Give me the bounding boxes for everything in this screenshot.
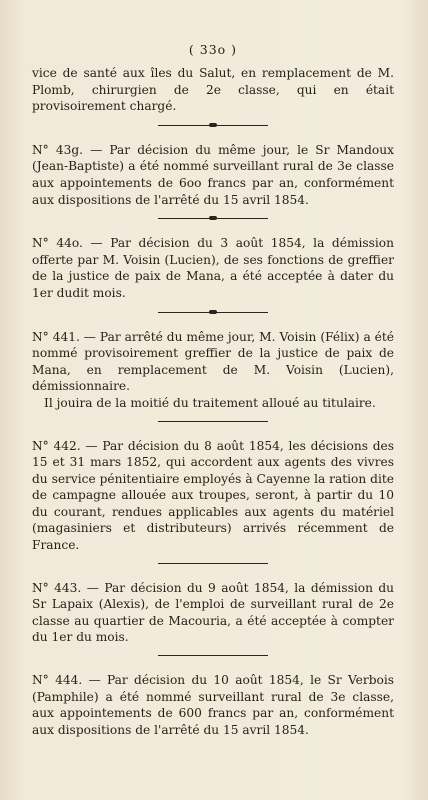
section-divider [158,655,268,656]
entry-439: N° 43g. — Par décision du même jour, le Sr Mandoux (Jean-Baptiste) a été nommé surveillant rural de 3e classe aux appointements de 6oo francs par an, conformément aux dispositions de l'arrêté du 15 avril 1854. [32,142,394,207]
section-divider [158,312,268,313]
carryover-paragraph: vice de santé aux îles du Salut, en remplacement de M. Plomb, chirurgien de 2e classe, qui en était provisoirement chargé. [32,66,394,114]
section-divider [158,218,268,219]
entry-440: N° 44o. — Par décision du 3 août 1854, la démission offerte par M. Voisin (Lucien), de ses fonctions de greffier de la justice de paix de Mana, a été acceptée à dater du 1er dudit mois. [32,236,394,300]
page-number: ( 33o ) [188,42,238,57]
entry-441-note: Il jouira de la moitié du traitement alloué au titulaire. [44,395,376,410]
section-divider [158,563,268,564]
entry-443: N° 443. — Par décision du 9 août 1854, la démission du Sr Lapaix (Alexis), de l'emploi de surveillant rural de 2e classe au quartier de Macouria, a été acceptée à compter du 1er du mois. [32,580,394,645]
section-divider [158,421,268,422]
section-divider [158,125,268,126]
entry-444: N° 444. — Par décision du 10 août 1854, le Sr Verbois (Pamphile) a été nommé surveillant rural de 3e classe, aux appointements de 600 francs par an, conformément aux dispositions de l'arrêté du 15 avril 1854. [32,673,394,737]
entry-442: N° 442. — Par décision du 8 août 1854, les décisions des 15 et 31 mars 1852, qui accordent aux agents des vivres du service pénitentiaire employés à Cayenne la ration dite de campagne allouée aux troupes, seront, à partir du 10 du courant, rendues applicables aux agents du matériel (magasiniers et distributeurs) arrivés récemment de France. [32,438,394,553]
entry-441: N° 441. — Par arrêté du même jour, M. Voisin (Félix) a été nommé provisoirement greffier de la justice de paix de Mana, en remplacement de M. Voisin (Lucien), démissionnaire. [32,329,394,394]
